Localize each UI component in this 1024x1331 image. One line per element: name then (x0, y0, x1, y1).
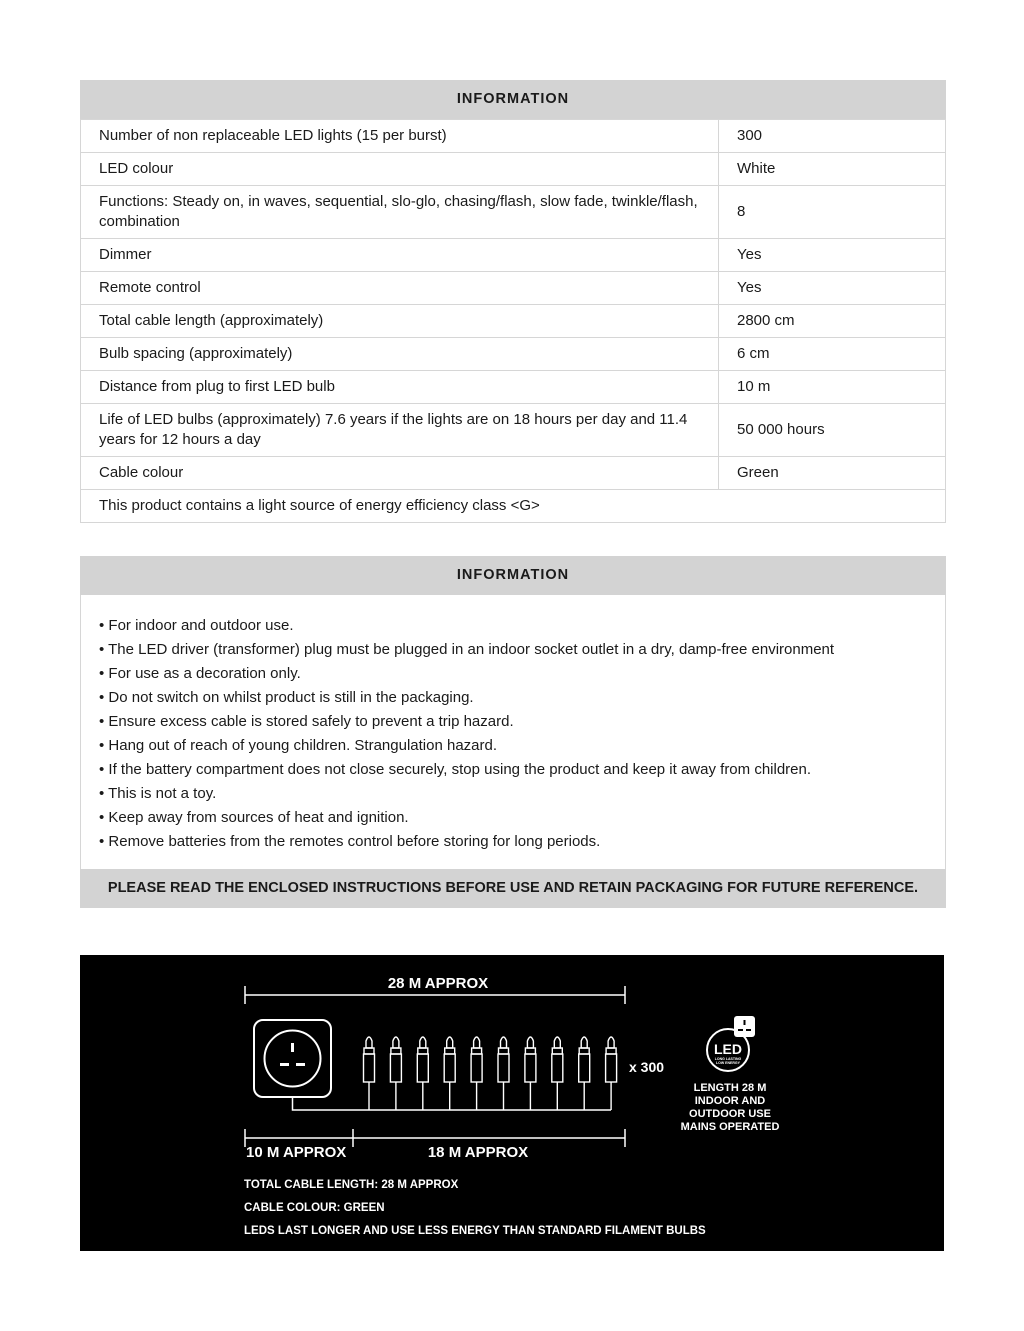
list-item: • Do not switch on whilst product is still in the packaging. (99, 689, 474, 706)
bulb-icon (498, 1037, 509, 1110)
row-value: 2800 cm (719, 305, 946, 338)
spec-line: MAINS OPERATED (680, 1121, 780, 1133)
row-value: White (719, 153, 946, 186)
bulb-icon (417, 1037, 428, 1110)
list-item: • Hang out of reach of young children. Strangulation hazard. (99, 737, 498, 754)
row-label: Remote control (81, 272, 719, 305)
lit-length-label: 18 M APPROX (427, 1144, 529, 1161)
bulb-icon (364, 1037, 375, 1110)
row-value: 6 cm (719, 338, 946, 371)
table-row (81, 239, 946, 272)
info-table (80, 119, 946, 523)
spec-line: INDOOR AND (694, 1095, 766, 1107)
row-value: Yes (719, 239, 946, 272)
cable-line (293, 1097, 612, 1110)
bulb-icon (390, 1037, 401, 1110)
product-diagram (80, 955, 944, 1251)
table-row (81, 490, 946, 523)
bulb-icon (525, 1037, 536, 1110)
row-label: Functions: Steady on, in waves, sequential, slo-glo, chasing/flash, slow fade, twinkle/flash, combination (81, 186, 719, 239)
bulb-icon (552, 1037, 563, 1110)
row-value: Green (719, 457, 946, 490)
led-badge-subtext: LONG LASTING (714, 1057, 742, 1061)
row-label: Bulb spacing (approximately) (81, 338, 719, 371)
row-label: Life of LED bulbs (approximately) 7.6 years if the lights are on 18 hours per day and 11.4 years for 12 hours a day (81, 404, 719, 457)
table-row (81, 404, 946, 457)
plug-icon (254, 1020, 331, 1097)
row-label: LED colour (81, 153, 719, 186)
spec-line: OUTDOOR USE (689, 1108, 771, 1120)
table-row (81, 338, 946, 371)
row-label: Distance from plug to first LED bulb (81, 371, 719, 404)
row-value: 8 (719, 186, 946, 239)
list-item: • For indoor and outdoor use. (99, 617, 294, 634)
table-row (81, 186, 946, 239)
lead-length-label: 10 M APPROX (246, 1144, 347, 1161)
table-row (81, 371, 946, 404)
list-item: • The LED driver (transformer) plug must be plugged in an indoor socket outlet in a dry, damp-free environment (99, 641, 835, 658)
bulb-string (364, 1037, 617, 1110)
info-table-header: INFORMATION (80, 80, 946, 119)
row-label: Number of non replaceable LED lights (15 per burst) (81, 120, 719, 153)
list-item: • This is not a toy. (99, 785, 217, 802)
energy-class-row: This product contains a light source of energy efficiency class <G> (81, 490, 946, 523)
row-label: Total cable length (approximately) (81, 305, 719, 338)
list-item: • Ensure excess cable is stored safely to prevent a trip hazard. (99, 713, 514, 730)
row-value: Yes (719, 272, 946, 305)
bulb-icon (444, 1037, 455, 1110)
row-label: Dimmer (81, 239, 719, 272)
table-row (81, 305, 946, 338)
socket-icon (734, 1016, 755, 1037)
safety-header: INFORMATION (80, 556, 946, 595)
bulb-count-label: x 300 (629, 1059, 665, 1075)
spec-line: LENGTH 28 M (693, 1082, 767, 1094)
row-value: 10 m (719, 371, 946, 404)
total-length-label: 28 M APPROX (387, 975, 489, 992)
note-line: TOTAL CABLE LENGTH: 28 M APPROX (244, 1179, 459, 1191)
list-item: • Remove batteries from the remotes control before storing for long periods. (99, 833, 601, 850)
bulb-icon (606, 1037, 617, 1110)
note-line: LEDS LAST LONGER AND USE LESS ENERGY THAN STANDARD FILAMENT BULBS (244, 1225, 706, 1237)
table-row (81, 272, 946, 305)
diagram-svg (80, 955, 944, 1251)
bulb-icon (579, 1037, 590, 1110)
led-badge-subtext: LOW ENERGY (716, 1061, 740, 1065)
table-row (81, 120, 946, 153)
table-row (81, 457, 946, 490)
safety-list (80, 595, 946, 869)
read-instructions-notice: PLEASE READ THE ENCLOSED INSTRUCTIONS BEFORE USE AND RETAIN PACKAGING FOR FUTURE REFERENCE. (80, 869, 946, 908)
info-table-panel (80, 80, 946, 523)
list-item: • If the battery compartment does not close securely, stop using the product and keep it away from children. (99, 761, 812, 778)
safety-panel (80, 556, 946, 908)
row-value: 300 (719, 120, 946, 153)
bulb-icon (471, 1037, 482, 1110)
note-line: CABLE COLOUR: GREEN (244, 1202, 385, 1214)
list-item: • For use as a decoration only. (99, 665, 301, 682)
row-value: 50 000 hours (719, 404, 946, 457)
table-row (81, 153, 946, 186)
row-label: Cable colour (81, 457, 719, 490)
list-item: • Keep away from sources of heat and ignition. (99, 809, 409, 826)
led-badge-text: LED (714, 1041, 742, 1057)
